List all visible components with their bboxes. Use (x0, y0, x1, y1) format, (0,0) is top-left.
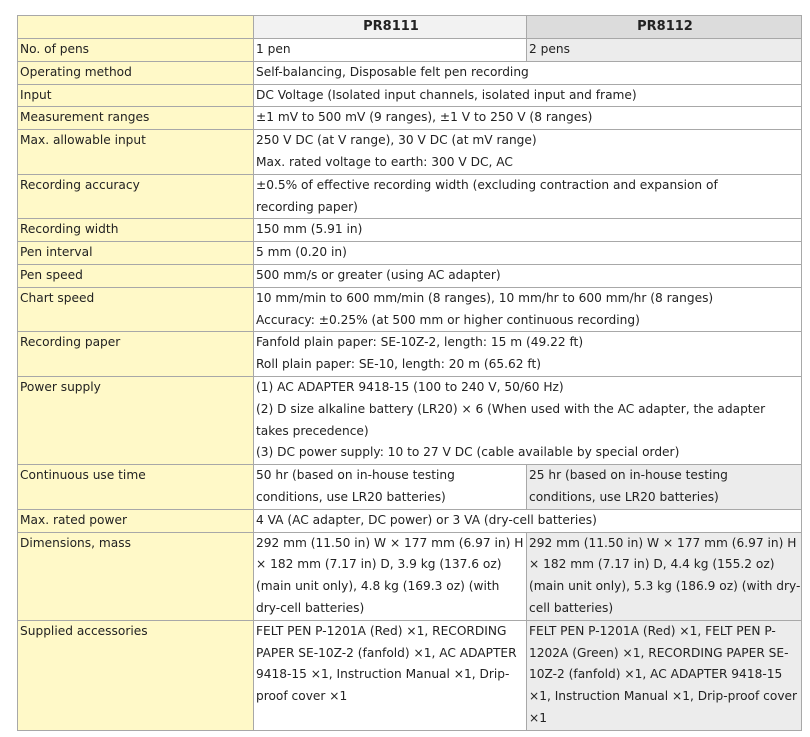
row-value: 4 VA (AC adapter, DC power) or 3 VA (dry-cell batteries) (254, 509, 802, 532)
value-line: Accuracy: ±0.25% (at 500 mm or higher continuous recording) (256, 312, 640, 327)
value-line: Fanfold plain paper: SE-10Z-2, length: 15 m (49.22 ft) (256, 335, 584, 350)
row-value: Self-balancing, Disposable felt pen recording (254, 61, 802, 84)
row-label: Max. allowable input (18, 130, 254, 175)
row-value-pr8111 (254, 620, 527, 730)
row-value: ±1 mV to 500 mV (9 ranges), ±1 V to 250 V (8 ranges) (254, 107, 802, 130)
value-text: ±0.5% of effective recording width (excluding contraction and expansion of recording paper) (256, 177, 718, 214)
table-row (18, 264, 802, 287)
row-value: 500 mm/s or greater (using AC adapter) (254, 264, 802, 287)
table-row (18, 61, 802, 84)
value-line: Max. rated voltage to earth: 300 V DC, AC (256, 154, 513, 169)
row-value: DC Voltage (Isolated input channels, isolated input and frame) (254, 84, 802, 107)
row-label: Pen interval (18, 242, 254, 265)
row-label: Recording width (18, 219, 254, 242)
table-row (18, 39, 802, 62)
table-row (18, 287, 802, 332)
value-text: 25 hr (based on in-house testing conditions, use LR20 batteries) (529, 468, 728, 504)
row-value-pr8112: 2 pens (527, 39, 802, 62)
table-row (18, 130, 802, 175)
row-label: Power supply (18, 376, 254, 464)
header-pr8111: PR8111 (254, 16, 527, 39)
table-row (18, 242, 802, 265)
value-text: 292 mm (11.50 in) W × 177 mm (6.97 in) H × 182 mm (7.17 in) D, 3.9 kg (137.6 oz) (main unit only), 4.8 kg (169.3 oz) (with dry-cell batteries) (256, 535, 524, 615)
row-value-pr8111 (254, 532, 527, 620)
row-label: Chart speed (18, 287, 254, 332)
table-row (18, 84, 802, 107)
spec-table (17, 15, 802, 731)
value-line: 250 V DC (at V range), 30 V DC (at mV range) (256, 133, 537, 148)
value-line: (2) D size alkaline battery (LR20) × 6 (When used with the AC adapter, the adapter takes precedence) (256, 401, 766, 438)
row-value-pr8112 (527, 532, 802, 620)
row-label: Pen speed (18, 264, 254, 287)
row-value: 5 mm (0.20 in) (254, 242, 802, 265)
row-value-pr8112 (527, 620, 802, 730)
table-row (18, 376, 802, 464)
row-value (254, 376, 802, 464)
row-value (254, 130, 802, 175)
row-label: Measurement ranges (18, 107, 254, 130)
value-line: (1) AC ADAPTER 9418-15 (100 to 240 V, 50/60 Hz) (256, 379, 564, 394)
table-row (18, 174, 802, 219)
table-row (18, 532, 802, 620)
row-value: 150 mm (5.91 in) (254, 219, 802, 242)
row-label: Supplied accessories (18, 620, 254, 730)
table-row (18, 509, 802, 532)
table-row (18, 107, 802, 130)
table-row (18, 465, 802, 510)
value-text: 292 mm (11.50 in) W × 177 mm (6.97 in) H × 182 mm (7.17 in) D, 4.4 kg (155.2 oz) (main unit only), 5.3 kg (186.9 oz) (with dry-cell batteries) (529, 535, 801, 615)
row-value-pr8111: 1 pen (254, 39, 527, 62)
row-value-pr8111 (254, 465, 527, 510)
value-line: 10 mm/min to 600 mm/min (8 ranges), 10 mm/hr to 600 mm/hr (8 ranges) (256, 290, 714, 305)
row-value (254, 174, 802, 219)
row-label: Dimensions, mass (18, 532, 254, 620)
row-label: No. of pens (18, 39, 254, 62)
value-text: FELT PEN P-1201A (Red) ×1, RECORDING PAPER SE-10Z-2 (fanfold) ×1, AC ADAPTER 9418-15 ×1, Instruction Manual ×1, Drip-proof cover ×1 (256, 623, 517, 704)
value-text: 50 hr (based on in-house testing conditions, use LR20 batteries) (256, 468, 455, 504)
row-label: Max. rated power (18, 509, 254, 532)
header-row (18, 16, 802, 39)
row-label: Continuous use time (18, 465, 254, 510)
row-value-pr8112 (527, 465, 802, 510)
table-row (18, 219, 802, 242)
row-label: Operating method (18, 61, 254, 84)
value-line: (3) DC power supply: 10 to 27 V DC (cable available by special order) (256, 445, 680, 460)
table-row (18, 332, 802, 377)
table-row (18, 620, 802, 730)
row-label: Input (18, 84, 254, 107)
row-value (254, 287, 802, 332)
value-line: Roll plain paper: SE-10, length: 20 m (65.62 ft) (256, 357, 541, 372)
row-label: Recording paper (18, 332, 254, 377)
row-value (254, 332, 802, 377)
row-label: Recording accuracy (18, 174, 254, 219)
value-text: FELT PEN P-1201A (Red) ×1, FELT PEN P-1202A (Green) ×1, RECORDING PAPER SE-10Z-2 (fanfold) ×1, AC ADAPTER 9418-15 ×1, Instruction Manual ×1, Drip-proof cover ×1 (529, 623, 798, 725)
header-blank (18, 16, 254, 39)
header-pr8112: PR8112 (527, 16, 802, 39)
